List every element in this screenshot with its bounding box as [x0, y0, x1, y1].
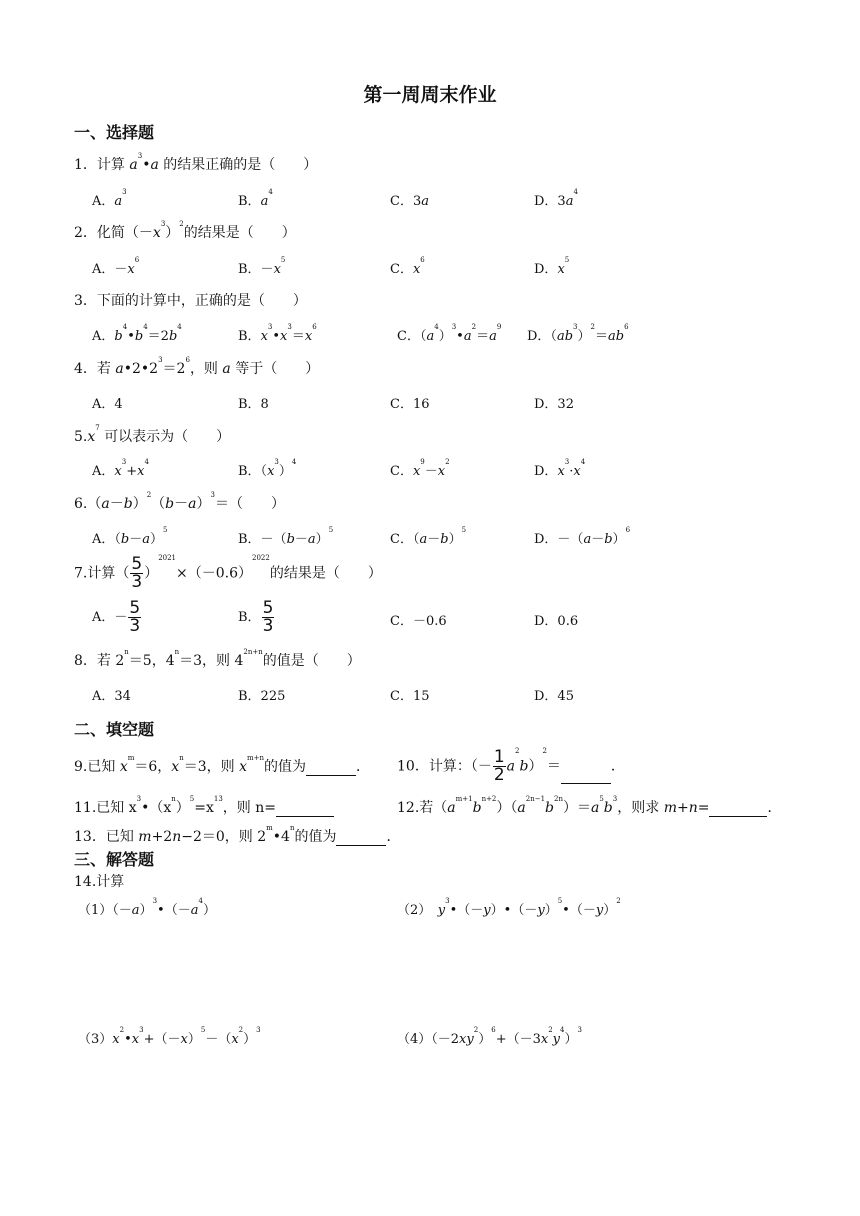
q2-option-a[interactable]: A．$-x^6$ — [92, 256, 140, 277]
q2-option-b[interactable]: B．$-x^5$ — [238, 256, 286, 277]
answer-blank-13[interactable] — [336, 831, 386, 846]
answer-blank-9[interactable] — [306, 761, 356, 776]
q6-option-a[interactable]: A．$(b-a)^5$ — [92, 526, 168, 547]
question-8: 8．若 $2^n=5$，$4^n=3$，则 $4^{2n+n}$的值是（ ） — [74, 648, 361, 669]
q7-option-d[interactable]: D．0.6 — [534, 614, 579, 629]
q5-option-a[interactable]: A．$x^3+x^4$ — [92, 458, 149, 479]
question-12: 12.若$(a^{m+1}b^{n+2})(a^{2n-1}b^{2n})=a^5b^3$，则求 m+n= ． — [397, 795, 782, 816]
q4-option-b[interactable]: B．8 — [238, 397, 269, 412]
q2-option-d[interactable]: D．$x^5$ — [534, 256, 570, 277]
q8-option-a[interactable]: A．34 — [92, 689, 131, 704]
question-2: 2．化简$(-x^3)^2$的结果是（ ） — [74, 220, 296, 241]
section-heading-fill: 二、填空题 — [74, 720, 155, 739]
q6-option-d[interactable]: D．$-(a-b)^6$ — [534, 526, 631, 547]
q5-option-b[interactable]: B．$(x^3)^4$ — [238, 458, 297, 479]
question-3: 3．下面的计算中，正确的是（ ） — [74, 293, 307, 309]
q1-option-a[interactable]: A．$a^3$ — [92, 188, 127, 209]
q8-option-c[interactable]: C．15 — [390, 689, 430, 704]
q5-option-d[interactable]: D．$x^3\cdot x^4$ — [534, 458, 586, 479]
q1-option-b[interactable]: B．$a^4$ — [238, 188, 273, 209]
q14-part-2: （2） $y^3•(-y)•(-y)^5•(-y)^2$ — [397, 897, 621, 918]
answer-blank-11[interactable] — [276, 802, 334, 817]
q3-option-a[interactable]: A．$b^4•b^4=2b^4$ — [92, 323, 182, 344]
q6-option-c[interactable]: C．$(a-b)^5$ — [390, 526, 467, 547]
q4-option-d[interactable]: D．32 — [534, 397, 574, 412]
q1-option-d[interactable]: D．$3a^4$ — [534, 188, 578, 209]
fraction-5-3: $\frac{5}{3}$ — [131, 554, 143, 592]
q8-option-b[interactable]: B．225 — [238, 689, 286, 704]
q4-option-c[interactable]: C．16 — [390, 397, 430, 412]
question-10: 10．计算：（－ $\frac{1}{2}$ $a^2b)^2=$ ． — [397, 747, 625, 785]
question-1: 1．计算 $a^3•a$ 的结果正确的是（ ） — [74, 152, 318, 173]
question-13: 13．已知 m+2n−2＝0，则 2$^m$•4$^n$的值为 ． — [74, 824, 401, 845]
question-9: 9.已知 $x^m=6$，$x^n=3$，则 $x^{m+n}$的值为 ． — [74, 754, 370, 775]
section-heading-solve: 三、解答题 — [74, 850, 155, 869]
q7-option-c[interactable]: C．－0.6 — [390, 614, 447, 629]
question-4: 4．若 $a•2•2^3=2^6$，则 a 等于（ ） — [74, 356, 320, 377]
q8-option-d[interactable]: D．45 — [534, 689, 574, 704]
q7-option-a[interactable]: A．－ $\frac{5}{3}$ — [92, 598, 141, 636]
question-6: $6.(a-b)^2(b-a)^3=$（ ） — [74, 491, 285, 512]
q4-option-a[interactable]: A．4 — [92, 397, 123, 412]
q14-part-4: $(4)(-2xy^2)^6+(-3x^2y^4)^3$ — [397, 1026, 582, 1047]
question-14: 14.计算 — [74, 874, 125, 890]
q6-option-b[interactable]: B．$-(b-a)^5$ — [238, 526, 334, 547]
q2-option-c[interactable]: C．$x^6$ — [390, 256, 425, 277]
q3-option-b[interactable]: B．$x^3•x^3=x^6$ — [238, 323, 317, 344]
q1-option-c[interactable]: C．3a — [390, 194, 429, 209]
page-title: 第一周周末作业 — [363, 84, 497, 106]
q3-option-c[interactable]: C．$(a^4)^3•a^2=a^9$ — [397, 323, 502, 344]
question-5: $5.x^7$ 可以表示为（ ） — [74, 424, 231, 445]
fraction-1-2: $\frac{1}{2}$ — [493, 747, 505, 785]
question-7: 7.计算（ $\frac{5}{3}$ ）$^{2021}\times(-0.6)^{2022}$的结果是（ ） — [74, 554, 382, 592]
q14-part-3: $(3)x^2•x^3+(-x)^5-(x^2)^3$ — [78, 1026, 261, 1047]
question-11: 11.已知 $x^3•(x^n)^5=x^{13}$，则 n= — [74, 797, 334, 817]
q5-option-c[interactable]: C．$x^9-x^2$ — [390, 458, 450, 479]
section-heading-choice: 一、选择题 — [74, 123, 155, 142]
q14-part-1: $(1)(-a)^3•(-a^4)$ — [78, 897, 216, 918]
answer-blank-12[interactable] — [709, 802, 767, 817]
q3-option-d[interactable]: D．$(ab^3)^2=ab^6$ — [527, 323, 629, 344]
q7-option-b[interactable]: B． $\frac{5}{3}$ — [238, 598, 274, 636]
answer-blank-10[interactable] — [561, 769, 611, 784]
